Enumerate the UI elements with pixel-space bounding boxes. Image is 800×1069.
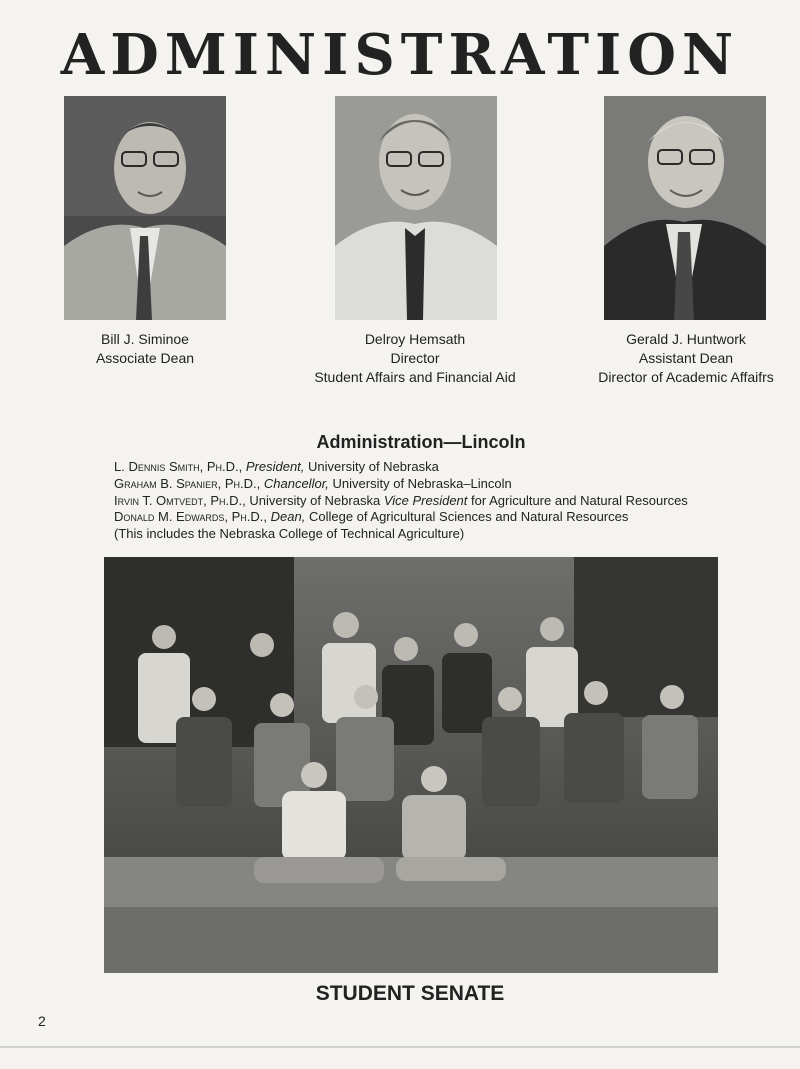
person-name: Bill J. Siminoe xyxy=(101,331,189,347)
member-role: Vice President xyxy=(383,492,468,508)
person-title: Assistant Dean xyxy=(638,350,734,366)
portrait-caption-huntwork xyxy=(566,330,800,387)
portrait-photo-hemsath xyxy=(335,96,497,320)
list-item xyxy=(114,459,794,476)
page-number: 2 xyxy=(38,1013,46,1029)
member-affiliation: University of Nebraska xyxy=(308,459,439,474)
administration-list xyxy=(114,459,794,543)
list-item xyxy=(114,509,794,526)
member-name: L. Dennis Smith, Ph.D., xyxy=(114,459,243,474)
member-role: Dean, xyxy=(270,509,306,525)
member-affiliation: University of Nebraska xyxy=(249,492,381,508)
administration-note: (This includes the Nebraska College of Technical Agriculture) xyxy=(114,526,465,542)
list-item xyxy=(114,493,794,510)
page-edge-divider xyxy=(0,1046,800,1048)
portrait-photo-huntwork xyxy=(604,96,766,320)
member-name: Graham B. Spanier, Ph.D., xyxy=(114,475,261,491)
member-name: Irvin T. Omtvedt, Ph.D., xyxy=(114,492,246,508)
member-name: Donald M. Edwards, Ph.D., xyxy=(114,509,268,525)
member-role: Chancellor, xyxy=(263,475,329,491)
portrait-caption-siminoe xyxy=(25,330,265,368)
person-title: Associate Dean xyxy=(95,350,195,366)
list-item xyxy=(114,476,794,493)
page-title: ADMINISTRATION xyxy=(60,22,740,88)
person-title: Director xyxy=(390,350,440,366)
person-name: Delroy Hemsath xyxy=(364,331,466,347)
portrait-caption-hemsath xyxy=(295,330,535,387)
member-role: President, xyxy=(245,459,305,474)
member-affiliation: College of Agricultural Sciences and Natural Resources xyxy=(308,509,629,525)
person-title: Student Affairs and Financial Aid xyxy=(314,369,516,385)
section-heading: Administration—Lincoln xyxy=(316,432,526,452)
member-affiliation: for Agriculture and Natural Resources xyxy=(471,492,688,508)
person-name: Gerald J. Huntwork xyxy=(626,331,746,347)
portrait-photo-siminoe xyxy=(64,96,226,320)
photo-caption: STUDENT SENATE xyxy=(315,982,505,1005)
member-affiliation: University of Nebraska–Lincoln xyxy=(332,475,512,491)
student-senate-photo xyxy=(104,557,718,973)
person-title: Director of Academic Affaifrs xyxy=(598,369,774,385)
